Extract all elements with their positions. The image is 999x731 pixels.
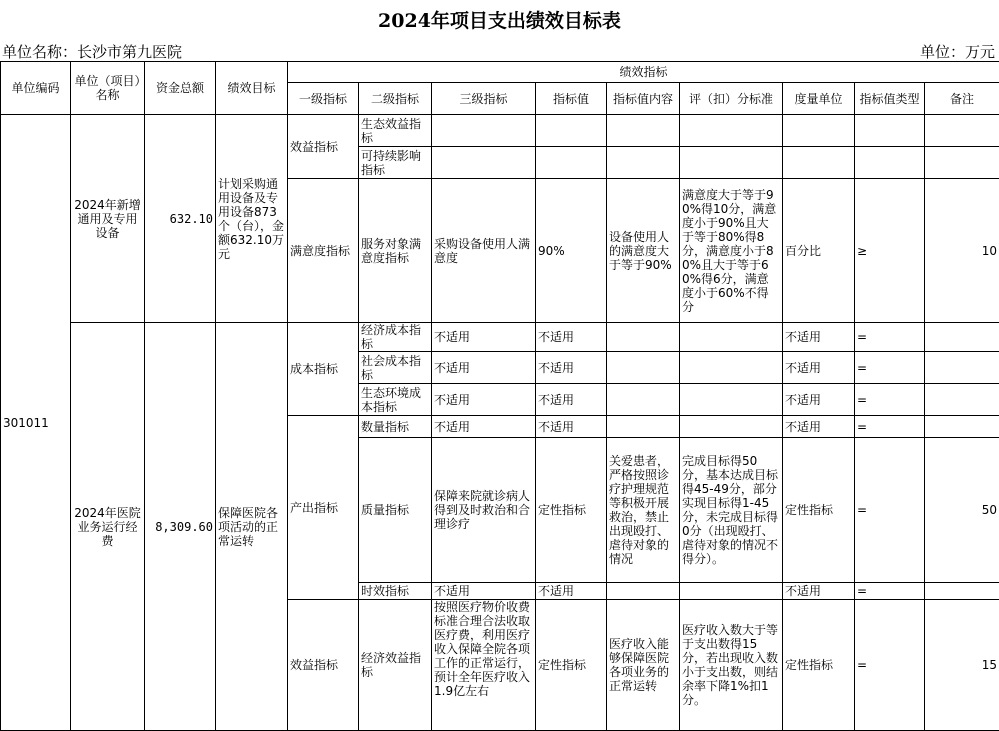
level2-cell: 生态环境成本指标	[359, 384, 432, 416]
project-goal-cell: 保障医院各项活动的正常运转	[216, 323, 288, 731]
value-cell: 不适用	[536, 352, 607, 384]
measure-unit-cell: 定性指标	[783, 600, 855, 731]
level1-cell: 成本指标	[288, 323, 359, 416]
value-type-cell: =	[855, 438, 925, 583]
level3-cell: 按照医疗物价收费标准合理合法收取医疗费，利用医疗收入保障全院各项工作的正常运行，预计全年医疗收入1.9亿左右	[432, 600, 536, 731]
performance-table	[0, 61, 999, 731]
header-total-funds: 资金总额	[145, 62, 216, 115]
unit-name: 单位名称：长沙市第九医院	[2, 41, 182, 62]
header-value-type: 指标值类型	[855, 83, 925, 115]
header-project-name: 单位（项目）名称	[71, 62, 145, 115]
measure-unit-cell: 不适用	[783, 416, 855, 438]
header-level3: 三级指标	[432, 83, 536, 115]
value-cell: 不适用	[536, 416, 607, 438]
value-type-cell: =	[855, 600, 925, 731]
value-cell: 定性指标	[536, 438, 607, 583]
header-indicators: 绩效指标	[288, 62, 999, 83]
measure-unit-cell: 定性指标	[783, 438, 855, 583]
level2-cell: 可持续影响指标	[359, 147, 432, 179]
value-type-cell: =	[855, 352, 925, 384]
header-remark: 备注	[925, 83, 999, 115]
remark-cell: 15	[925, 600, 999, 731]
value-cell: 不适用	[536, 323, 607, 352]
project-name-cell: 2024年医院业务运行经费	[71, 323, 145, 731]
level2-cell: 生态效益指标	[359, 115, 432, 147]
measure-unit-cell: 不适用	[783, 583, 855, 600]
project-funds-cell: 8,309.60	[145, 323, 216, 731]
level2-cell: 数量指标	[359, 416, 432, 438]
value-type-cell: =	[855, 384, 925, 416]
page-title: 2024年项目支出绩效目标表	[0, 6, 999, 33]
level3-cell: 不适用	[432, 416, 536, 438]
scoring-cell: 医疗收入数大于等于支出数得15分，若出现收入数小于支出数，则结余率下降1%扣1分。	[680, 600, 783, 731]
level2-cell: 经济成本指标	[359, 323, 432, 352]
project-name-cell: 2024年新增通用及专用设备	[71, 115, 145, 323]
level3-cell: 不适用	[432, 352, 536, 384]
measure-unit-cell: 不适用	[783, 352, 855, 384]
content-cell: 医疗收入能够保障医院各项业务的正常运转	[607, 600, 680, 731]
level1-cell: 效益指标	[288, 115, 359, 179]
value-cell: 90%	[536, 179, 607, 323]
content-cell: 设备使用人的满意度大于等于90%	[607, 179, 680, 323]
header-value: 指标值	[536, 83, 607, 115]
value-type-cell: =	[855, 416, 925, 438]
level3-cell: 不适用	[432, 384, 536, 416]
level2-cell: 服务对象满意度指标	[359, 179, 432, 323]
header-level1: 一级指标	[288, 83, 359, 115]
level2-cell: 经济效益指标	[359, 600, 432, 731]
scoring-cell: 完成目标得50分，基本达成目标得45-49分，部分实现目标得1-45分，未完成目标得0分（出现殴打、虐待对象的情况不得分）。	[680, 438, 783, 583]
project-funds-cell: 632.10	[145, 115, 216, 323]
header-unit-code: 单位编码	[1, 62, 71, 115]
level2-cell: 社会成本指标	[359, 352, 432, 384]
level1-cell: 效益指标	[288, 600, 359, 731]
level3-cell: 不适用	[432, 583, 536, 600]
level1-cell: 产出指标	[288, 416, 359, 600]
measure-unit-cell: 不适用	[783, 323, 855, 352]
value-cell: 定性指标	[536, 600, 607, 731]
header-goal: 绩效目标	[216, 62, 288, 115]
scoring-cell: 满意度大于等于90%得10分，满意度小于90%且大于等于80%得8分，满意度小于80%且大于等于60%得6分，满意度小于60%不得分	[680, 179, 783, 323]
measure-unit-cell: 百分比	[783, 179, 855, 323]
level1-cell: 满意度指标	[288, 179, 359, 323]
unit-label: 单位：万元	[920, 41, 995, 62]
content-cell: 关爱患者，严格按照诊疗护理规范等积极开展救治，禁止出现殴打、虐待对象的情况	[607, 438, 680, 583]
remark-cell: 50	[925, 438, 999, 583]
level2-cell: 质量指标	[359, 438, 432, 583]
level3-cell: 保障来院就诊病人得到及时救治和合理诊疗	[432, 438, 536, 583]
value-type-cell: ≥	[855, 179, 925, 323]
header-level2: 二级指标	[359, 83, 432, 115]
value-cell: 不适用	[536, 384, 607, 416]
measure-unit-cell: 不适用	[783, 384, 855, 416]
remark-cell: 10	[925, 179, 999, 323]
unit-code-cell: 301011	[1, 115, 71, 731]
value-cell: 不适用	[536, 583, 607, 600]
project-goal-cell: 计划采购通用设备及专用设备873个（台），金额632.10万元	[216, 115, 288, 323]
value-type-cell: =	[855, 323, 925, 352]
header-measure-unit: 度量单位	[783, 83, 855, 115]
level3-cell: 采购设备使用人满意度	[432, 179, 536, 323]
value-type-cell: =	[855, 583, 925, 600]
level2-cell: 时效指标	[359, 583, 432, 600]
header-content: 指标值内容	[607, 83, 680, 115]
header-scoring: 评（扣）分标准	[680, 83, 783, 115]
level3-cell: 不适用	[432, 323, 536, 352]
